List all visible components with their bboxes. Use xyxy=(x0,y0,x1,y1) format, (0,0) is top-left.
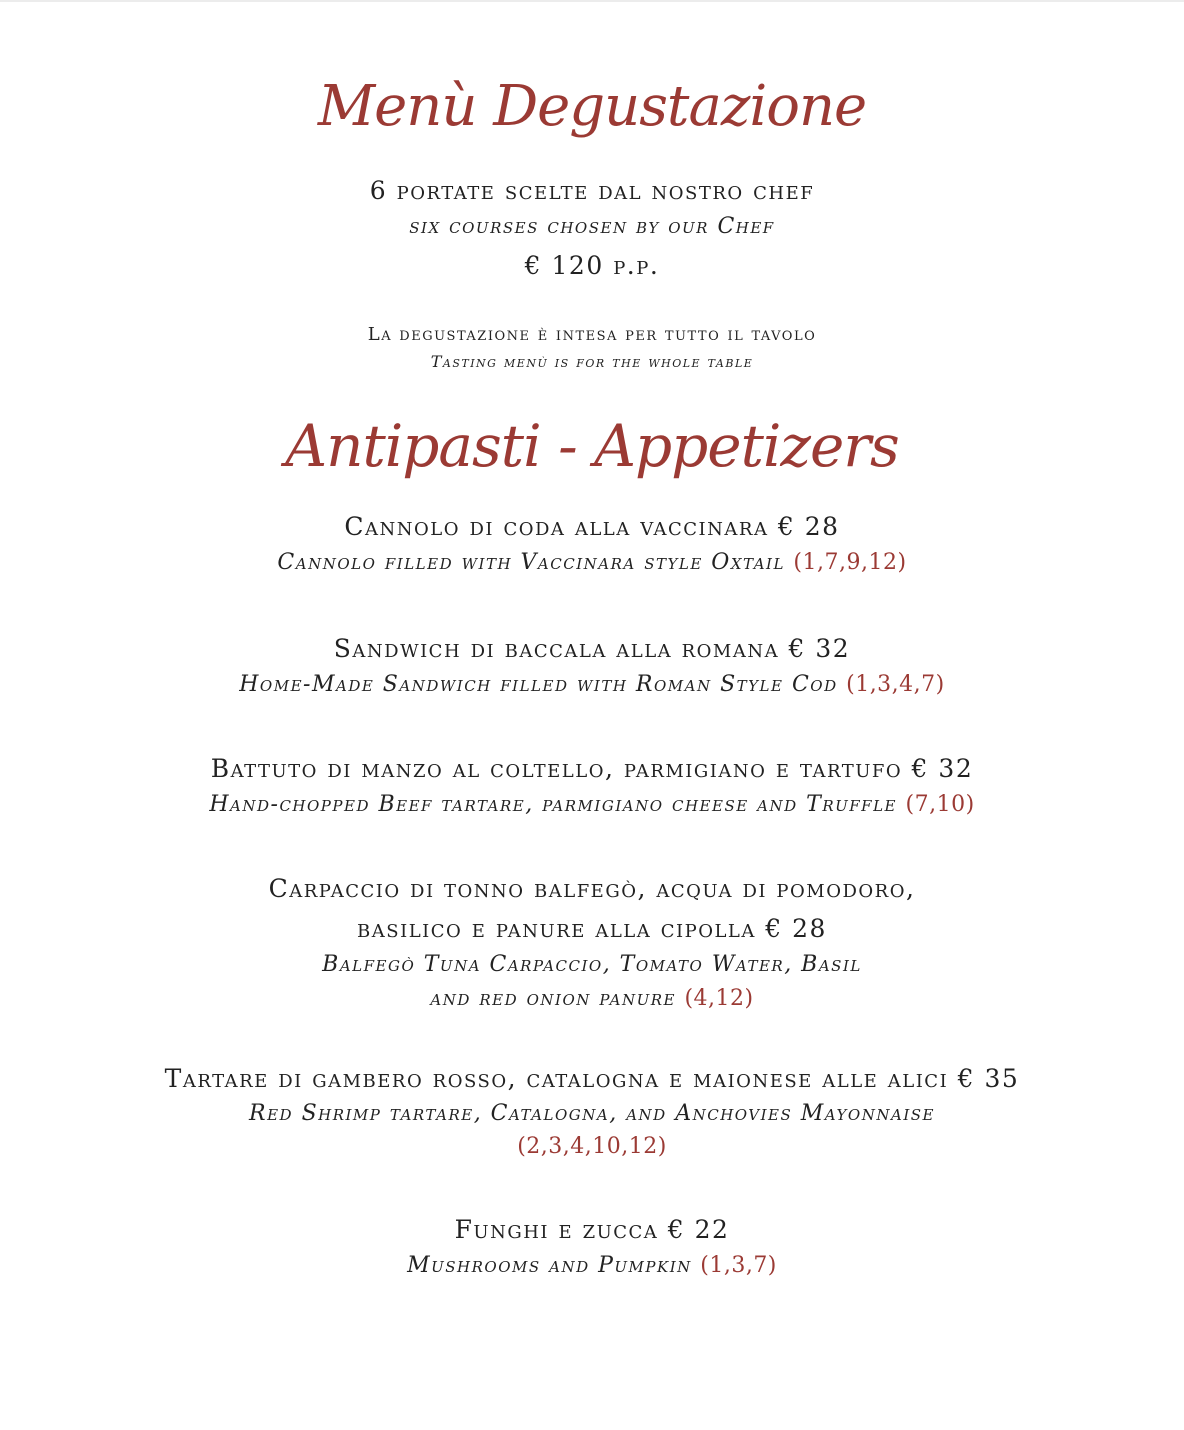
allergen-codes: (1,3,7) xyxy=(700,1253,777,1278)
appetizer-name-it-cont: basilico e panure alla cipolla € 28 xyxy=(357,914,827,943)
appetizer-name-it: Battuto di manzo al coltello, parmigiano e tartufo € 32 xyxy=(210,754,974,783)
appetizer-name-en xyxy=(0,1253,1184,1278)
appetizer-description-en: Hand-chopped Beef tartare, parmigiano cheese and Truffle xyxy=(209,792,897,817)
tasting-menu-title: Menù Degustazione xyxy=(317,74,867,139)
top-border xyxy=(0,0,1184,2)
appetizer-name-it: Sandwich di baccala alla romana € 32 xyxy=(333,634,851,663)
appetizer-name-it: Funghi e zucca € 22 xyxy=(454,1215,730,1244)
tasting-price: € 120 p.p. xyxy=(524,251,660,280)
appetizer-name-en xyxy=(0,986,1184,1011)
appetizer-allergens-line xyxy=(0,1134,1184,1159)
appetizer-name-it: Carpaccio di tonno balfegò, acqua di pomodoro, xyxy=(268,874,916,903)
appetizer-name-en xyxy=(0,792,1184,817)
appetizer-description-en: Mushrooms and Pumpkin xyxy=(407,1253,692,1278)
allergen-codes: (2,3,4,10,12) xyxy=(517,1134,667,1159)
appetizer-description-en: Cannolo filled with Vaccinara style Oxtail xyxy=(277,550,785,575)
appetizer-description-en: Red Shrimp tartare, Catalogna, and Anchovies Mayonnaise xyxy=(249,1101,935,1126)
tasting-note-en: Tasting menù is for the whole table xyxy=(430,352,754,371)
appetizer-name-it: Tartare di gambero rosso, catalogna e maionese alle alici € 35 xyxy=(164,1064,1020,1093)
appetizer-description-en-cont: and red onion panure xyxy=(430,986,676,1011)
appetizer-name-it: Cannolo di coda alla vaccinara € 28 xyxy=(344,512,840,541)
allergen-codes: (4,12) xyxy=(684,986,754,1011)
appetizer-description-en: Home-Made Sandwich filled with Roman Style Cod xyxy=(239,672,838,697)
tasting-note-it: La degustazione è intesa per tutto il tavolo xyxy=(367,324,817,345)
allergen-codes: (7,10) xyxy=(905,792,975,817)
appetizers-title: Antipasti - Appetizers xyxy=(285,412,899,480)
appetizer-name-en xyxy=(0,672,1184,697)
tasting-description-it: 6 portate scelte dal nostro chef xyxy=(369,176,815,205)
appetizer-name-en xyxy=(0,550,1184,575)
tasting-description-en: six courses chosen by our Chef xyxy=(409,214,775,239)
allergen-codes: (1,7,9,12) xyxy=(793,550,907,575)
appetizer-description-en: Balfegò Tuna Carpaccio, Tomato Water, Basil xyxy=(322,952,862,977)
allergen-codes: (1,3,4,7) xyxy=(846,672,945,697)
